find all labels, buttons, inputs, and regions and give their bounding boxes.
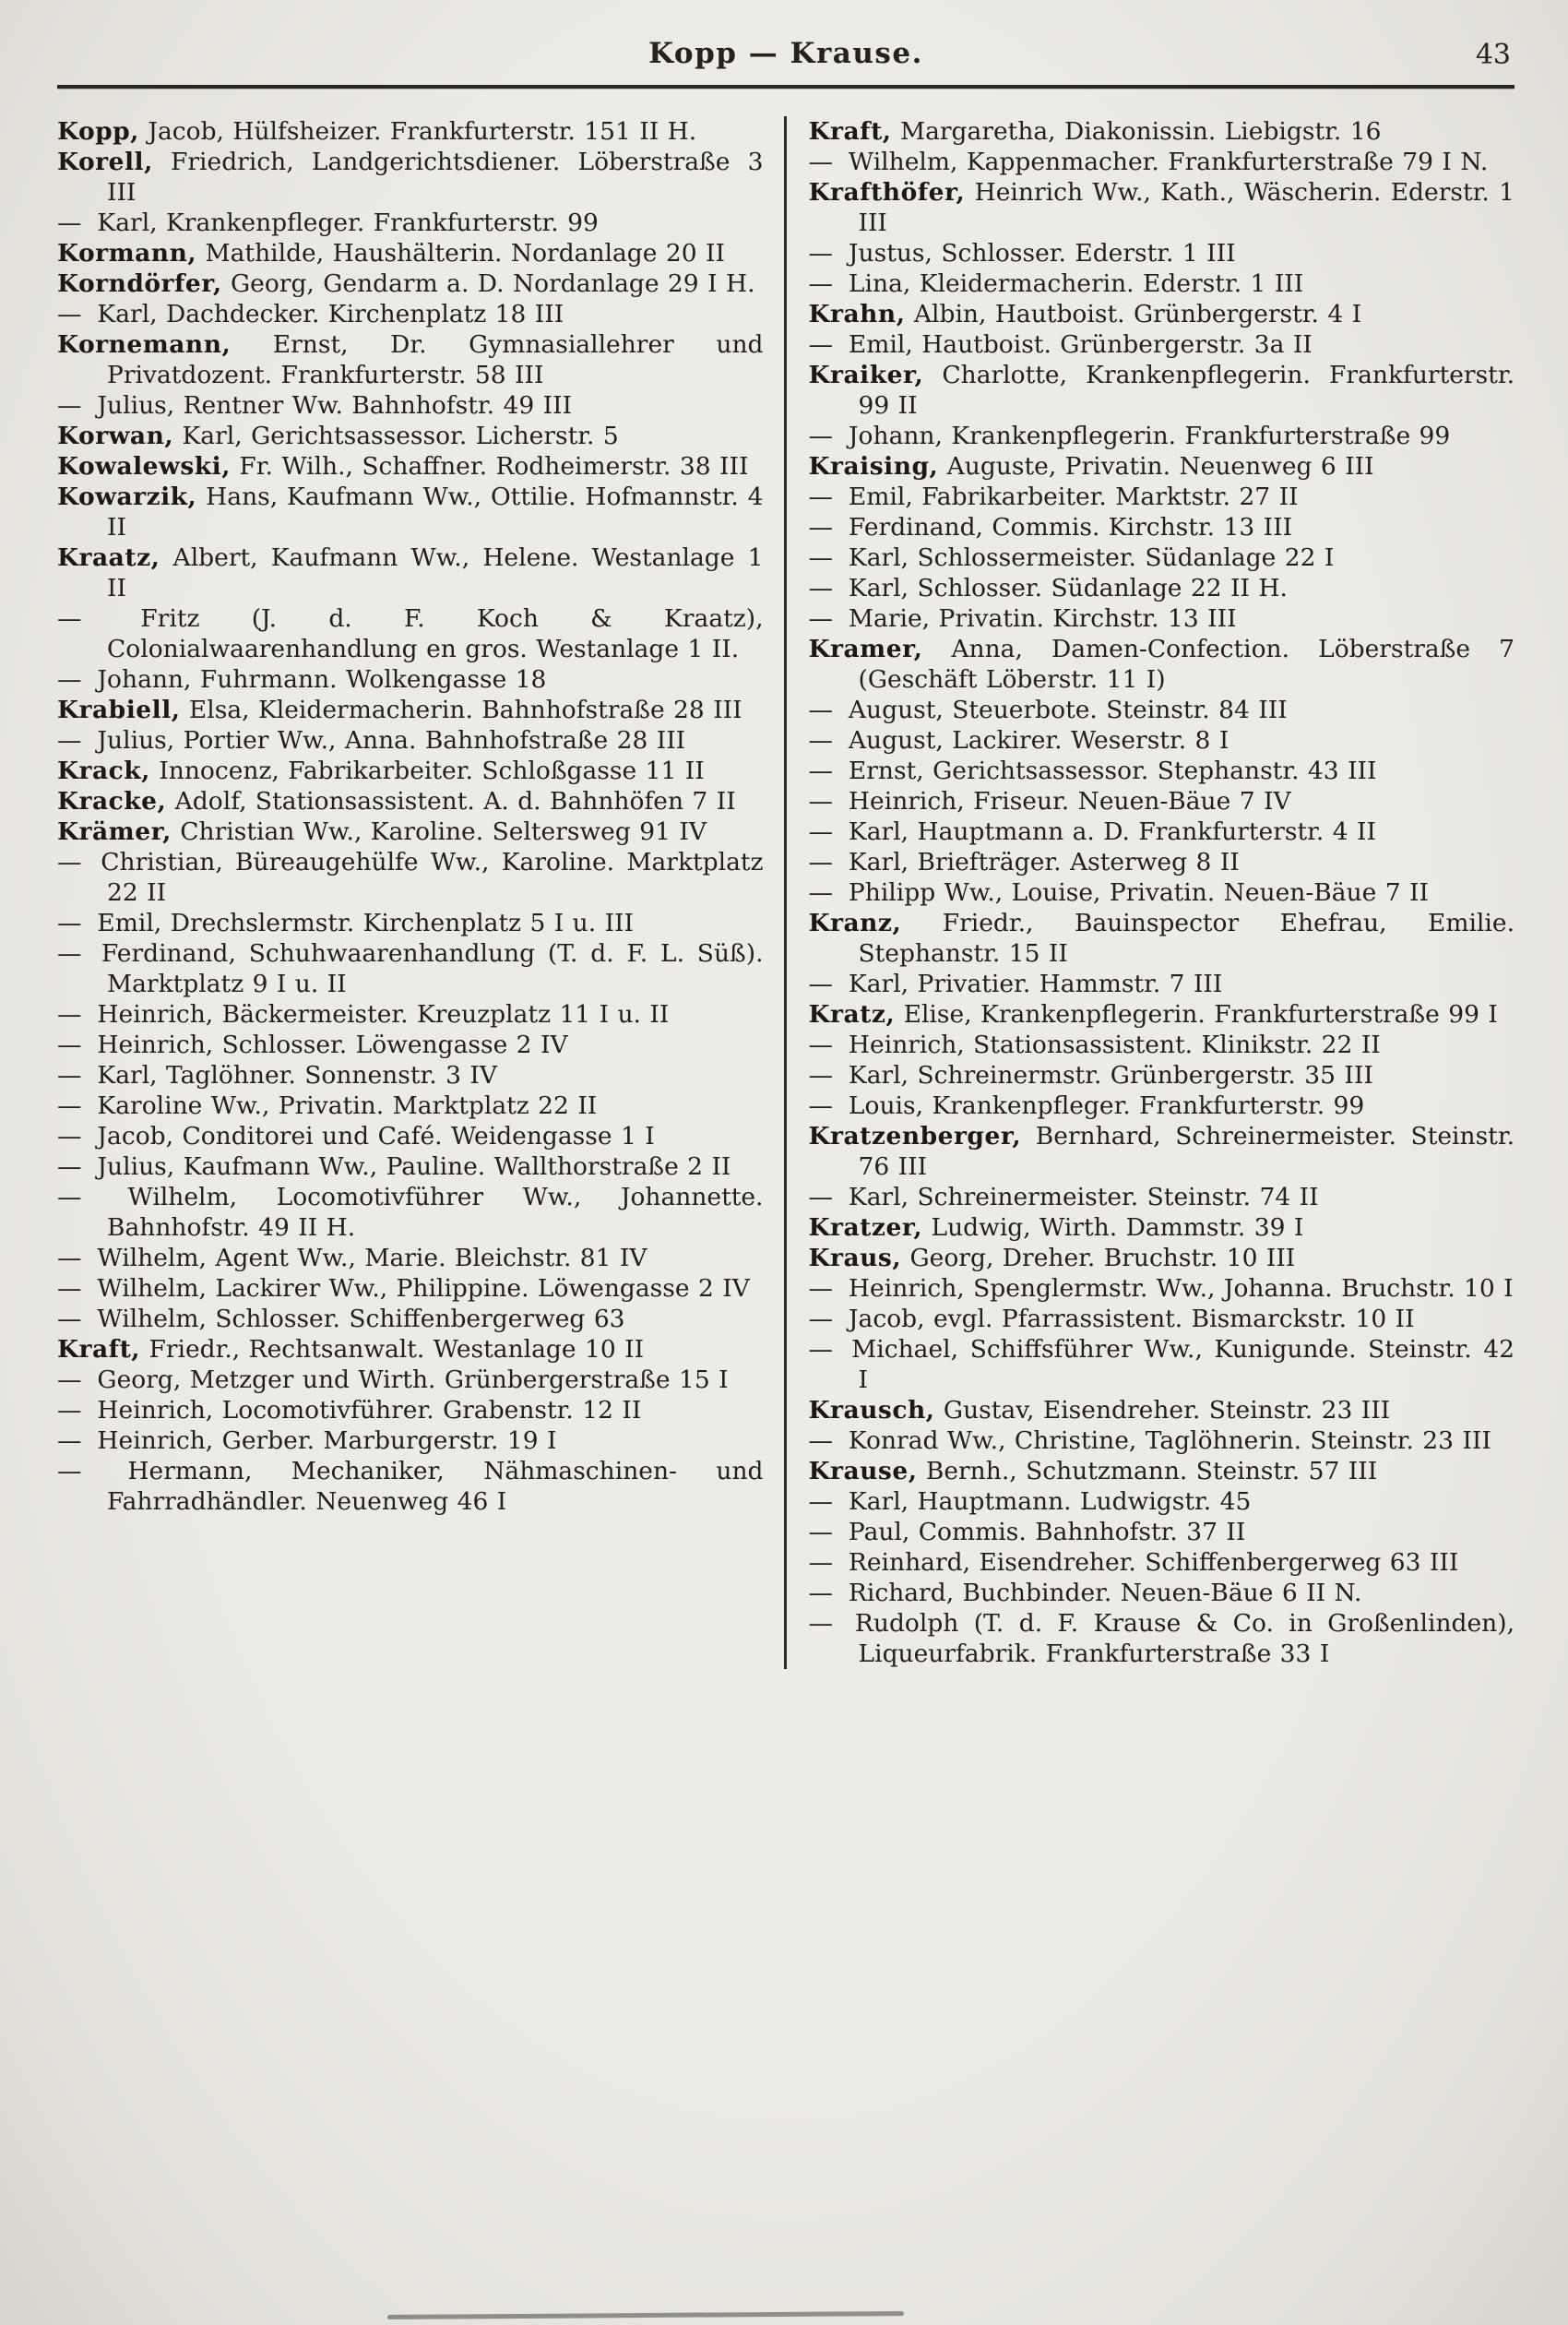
directory-entry: — Karl, Schreinermstr. Grünbergerstr. 35 III [808,1061,1373,1090]
directory-entry: Kraiker, Charlotte, Krankenpflegerin. Frankfurterstr. 99 II [808,361,1515,420]
entry-surname: Kowalewski, [57,452,231,481]
entry-surname: Krack, [57,757,150,785]
directory-entry: — Justus, Schlosser. Ederstr. 1 III [808,239,1236,268]
entry-dash: — [808,269,833,298]
directory-entry: Krausch, Gustav, Eisendreher. Steinstr. 23 III [808,1396,1391,1425]
directory-entry: — Heinrich, Schlosser. Löwengasse 2 IV [57,1031,568,1059]
directory-entry: — Julius, Portier Ww., Anna. Bahnhofstraße 28 III [57,726,686,755]
directory-entry: — Karl, Hauptmann. Ludwigstr. 45 [808,1487,1252,1516]
directory-entry: — Karl, Krankenpfleger. Frankfurterstr. 99 [57,209,599,237]
directory-entry: Kranz, Friedr., Bauinspector Ehefrau, Emilie. Stephanstr. 15 II [808,909,1515,968]
directory-entry: Kratzenberger, Bernhard, Schreinermeister. Steinstr. 76 III [808,1122,1515,1181]
entry-surname: Kramer, [808,635,923,663]
entry-surname: Kratzenberger, [808,1122,1022,1151]
directory-entry: Kornemann, Ernst, Dr. Gymnasiallehrer und Privatdozent. Frankfurterstr. 58 III [57,330,764,389]
entry-surname: Kornemann, [57,330,232,359]
entry-surname: Kopp, [57,117,139,146]
directory-entry: Kramer, Anna, Damen-Confection. Löberstraße 7 (Geschäft Löberstr. 11 I) [808,635,1515,694]
entry-surname: Krausch, [808,1396,935,1425]
directory-entry: — Emil, Fabrikarbeiter. Marktstr. 27 II [808,483,1299,511]
directory-entry: Krafthöfer, Heinrich Ww., Kath., Wäscherin. Ederstr. 1 III [808,178,1515,237]
directory-entry: Krause, Bernh., Schutzmann. Steinstr. 57 III [808,1457,1378,1485]
running-head: Kopp — Krause. [648,37,923,70]
directory-entry: — Karoline Ww., Privatin. Marktplatz 22 II [57,1091,598,1120]
directory-entry: — Rudolph (T. d. F. Krause & Co. in Großenlinden), Liqueurfabrik. Frankfurterstraße 33 I [808,1609,1515,1668]
entry-dash: — [57,1274,82,1303]
directory-entry: — Wilhelm, Locomotivführer Ww., Johannette. Bahnhofstr. 49 II H. [57,1183,764,1242]
directory-entry: Kraus, Georg, Dreher. Bruchstr. 10 III [808,1244,1296,1272]
entry-dash: — [57,1061,82,1090]
entry-dash: — [57,1396,82,1425]
directory-entry: — Heinrich, Locomotivführer. Grabenstr. 12 II [57,1396,642,1425]
directory-entry: — Karl, Briefträger. Asterweg 8 II [808,848,1240,876]
directory-entry: — Heinrich, Friseur. Neuen-Bäue 7 IV [808,787,1291,816]
directory-entry: Kraft, Margaretha, Diakonissin. Liebigstr. 16 [808,117,1382,146]
directory-entry: — Wilhelm, Schlosser. Schiffenbergerweg 63 [57,1305,625,1333]
directory-entry: — Heinrich, Gerber. Marburgerstr. 19 I [57,1426,557,1455]
entry-surname: Krahn, [808,300,906,328]
directory-entry: Korndörfer, Georg, Gendarm a. D. Nordanlage 29 I H. [57,269,755,298]
entry-dash: — [57,939,82,968]
entry-dash: — [57,1091,82,1120]
directory-entry: Krabiell, Elsa, Kleidermacherin. Bahnhofstraße 28 III [57,696,742,724]
entry-dash: — [808,1091,833,1120]
entry-dash: — [808,1061,833,1090]
directory-entry: — Emil, Hautboist. Grünbergerstr. 3a II [808,330,1313,359]
entry-surname: Kormann, [57,239,197,268]
entry-dash: — [808,1274,833,1303]
entry-dash: — [808,970,833,998]
directory-entry: — Heinrich, Stationsassistent. Klinikstr. 22 II [808,1031,1381,1059]
directory-entry: — Jacob, evgl. Pfarrassistent. Bismarckstr. 10 II [808,1305,1415,1333]
directory-entry: — Hermann, Mechaniker, Nähmaschinen- und Fahrradhändler. Neuenweg 46 I [57,1457,764,1516]
directory-entry: Kratzer, Ludwig, Wirth. Dammstr. 39 I [808,1213,1304,1242]
entry-surname: Kratz, [808,1000,896,1029]
entry-dash: — [57,848,82,876]
entry-dash: — [57,1000,82,1029]
entry-surname: Kraft, [808,117,892,146]
entry-dash: — [57,209,82,237]
entry-surname: Korndörfer, [57,269,222,298]
directory-entry: — Konrad Ww., Christine, Taglöhnerin. Steinstr. 23 III [808,1426,1491,1455]
directory-entry: — Louis, Krankenpfleger. Frankfurterstr. 99 [808,1091,1365,1120]
entry-dash: — [57,665,82,694]
entry-dash: — [808,878,833,907]
directory-entry: — Heinrich, Bäckermeister. Kreuzplatz 11 I u. II [57,1000,670,1029]
entry-dash: — [808,817,833,846]
directory-entry: — August, Steuerbote. Steinstr. 84 III [808,696,1288,724]
directory-entry: — Karl, Privatier. Hammstr. 7 III [808,970,1223,998]
entry-dash: — [808,513,833,542]
entry-dash: — [57,391,82,420]
directory-entry: — Karl, Schlosser. Südanlage 22 II H. [808,574,1288,602]
directory-entry: — Richard, Buchbinder. Neuen-Bäue 6 II N. [808,1579,1362,1607]
directory-entry: — Emil, Drechslermstr. Kirchenplatz 5 I u. III [57,909,634,937]
directory-entry: — Karl, Schreinermeister. Steinstr. 74 II [808,1183,1319,1211]
page-number: 43 [1475,39,1511,71]
entry-dash: — [808,148,833,176]
entry-dash: — [57,1122,82,1151]
entry-dash: — [57,1305,82,1333]
directory-entry: Korell, Friedrich, Landgerichtsdiener. Löberstraße 3 III [57,148,764,207]
right-column [787,116,1515,1669]
entry-dash: — [808,1183,833,1211]
entry-dash: — [808,1031,833,1059]
directory-entry: Kraatz, Albert, Kaufmann Ww., Helene. Westanlage 1 II [57,543,764,602]
directory-entry: — Wilhelm, Lackirer Ww., Philippine. Löwengasse 2 IV [57,1274,750,1303]
directory-entry: — Ferdinand, Schuhwaarenhandlung (T. d. F. L. Süß). Marktplatz 9 I u. II [57,939,764,998]
entry-surname: Kratzer, [808,1213,923,1242]
entry-dash: — [808,422,833,450]
directory-entry: Kracke, Adolf, Stationsassistent. A. d. Bahnhöfen 7 II [57,787,736,816]
directory-entry: — Ferdinand, Commis. Kirchstr. 13 III [808,513,1293,542]
entry-surname: Kraiker, [808,361,924,389]
entry-dash: — [57,1152,82,1181]
entry-dash: — [808,330,833,359]
directory-entry: Korwan, Karl, Gerichtsassessor. Licherstr. 5 [57,422,619,450]
directory-entry: — Heinrich, Spenglermstr. Ww., Johanna. Bruchstr. 10 I [808,1274,1514,1303]
directory-entry: — Wilhelm, Agent Ww., Marie. Bleichstr. 81 IV [57,1244,647,1272]
entry-dash: — [57,726,82,755]
entry-dash: — [808,1487,833,1516]
entry-dash: — [57,1426,82,1455]
directory-entry: — Julius, Rentner Ww. Bahnhofstr. 49 III [57,391,573,420]
entry-dash: — [808,726,833,755]
entry-dash: — [57,604,82,633]
directory-entry: — Marie, Privatin. Kirchstr. 13 III [808,604,1237,633]
directory-entry: — Georg, Metzger und Wirth. Grünbergerstraße 15 I [57,1365,729,1394]
directory-entry: — Karl, Hauptmann a. D. Frankfurterstr. 4 II [808,817,1376,846]
entry-dash: — [808,696,833,724]
directory-entry: — Karl, Taglöhner. Sonnenstr. 3 IV [57,1061,497,1090]
entry-dash: — [808,239,833,268]
entry-dash: — [808,1335,833,1364]
directory-entry: — Paul, Commis. Bahnhofstr. 37 II [808,1518,1246,1546]
entry-surname: Korwan, [57,422,174,450]
entry-dash: — [808,604,833,633]
directory-entry: — Christian, Büreaugehülfe Ww., Karoline. Marktplatz 22 II [57,848,764,907]
entry-dash: — [808,1548,833,1577]
entry-surname: Kraus, [808,1244,902,1272]
entry-dash: — [57,300,82,328]
directory-entry: — Fritz (J. d. F. Koch & Kraatz), Colonialwaarenhandlung en gros. Westanlage 1 II. [57,604,764,663]
directory-entry: Kraft, Friedr., Rechtsanwalt. Westanlage 10 II [57,1335,645,1364]
entry-dash: — [808,848,833,876]
entry-dash: — [808,483,833,511]
entry-surname: Kraising, [808,452,939,481]
entry-dash: — [808,543,833,572]
directory-entry: — Lina, Kleidermacherin. Ederstr. 1 III [808,269,1304,298]
directory-entry: — Wilhelm, Kappenmacher. Frankfurterstraße 79 I N. [808,148,1489,176]
directory-entry: — Reinhard, Eisendreher. Schiffenbergerweg 63 III [808,1548,1459,1577]
entry-dash: — [57,1457,82,1485]
directory-columns [57,116,1515,1669]
entry-dash: — [808,1609,833,1638]
entry-surname: Kraatz, [57,543,160,572]
entry-dash: — [57,1365,82,1394]
entry-dash: — [808,757,833,785]
left-column [57,116,784,1669]
directory-entry: — Ernst, Gerichtsassessor. Stephanstr. 43 III [808,757,1377,785]
directory-entry: — August, Lackirer. Weserstr. 8 I [808,726,1229,755]
entry-dash: — [808,1579,833,1607]
entry-surname: Krabiell, [57,696,181,724]
directory-entry: Kopp, Jacob, Hülfsheizer. Frankfurterstr. 151 II H. [57,117,697,146]
entry-dash: — [808,787,833,816]
entry-dash: — [57,1244,82,1272]
entry-surname: Krafthöfer, [808,178,966,207]
entry-surname: Krause, [808,1457,918,1485]
directory-entry: — Karl, Schlossermeister. Südanlage 22 I [808,543,1335,572]
directory-entry: — Karl, Dachdecker. Kirchenplatz 18 III [57,300,564,328]
directory-entry: — Johann, Fuhrmann. Wolkengasse 18 [57,665,547,694]
entry-surname: Kracke, [57,787,167,816]
directory-entry: Kraising, Auguste, Privatin. Neuenweg 6 III [808,452,1374,481]
directory-entry: Krack, Innocenz, Fabrikarbeiter. Schloßgasse 11 II [57,757,705,785]
entry-dash: — [808,1305,833,1333]
directory-entry: Kormann, Mathilde, Haushälterin. Nordanlage 20 II [57,239,725,268]
entry-surname: Korell, [57,148,153,176]
header-rule [57,85,1515,89]
entry-surname: Kranz, [808,909,902,937]
directory-entry: — Jacob, Conditorei und Café. Weidengasse 1 I [57,1122,655,1151]
directory-entry: — Michael, Schiffsführer Ww., Kunigunde. Steinstr. 42 I [808,1335,1515,1394]
entry-dash: — [808,574,833,602]
entry-dash: — [57,1031,82,1059]
directory-entry: Kowalewski, Fr. Wilh., Schaffner. Rodheimerstr. 38 III [57,452,749,481]
entry-dash: — [57,909,82,937]
entry-dash: — [57,1183,82,1211]
entry-surname: Krämer, [57,817,172,846]
entry-dash: — [808,1518,833,1546]
directory-entry: — Johann, Krankenpflegerin. Frankfurterstraße 99 [808,422,1451,450]
directory-entry: — Julius, Kaufmann Ww., Pauline. Wallthorstraße 2 II [57,1152,731,1181]
directory-entry: Krämer, Christian Ww., Karoline. Seltersweg 91 IV [57,817,707,846]
entry-surname: Kraft, [57,1335,141,1364]
entry-surname: Kowarzik, [57,483,197,511]
directory-entry: — Philipp Ww., Louise, Privatin. Neuen-Bäue 7 II [808,878,1429,907]
entry-dash: — [808,1426,833,1455]
page-header [57,37,1515,78]
directory-entry: Krahn, Albin, Hautboist. Grünbergerstr. 4 I [808,300,1362,328]
directory-entry: Kratz, Elise, Krankenpflegerin. Frankfurterstraße 99 I [808,1000,1498,1029]
directory-entry: Kowarzik, Hans, Kaufmann Ww., Ottilie. Hofmannstr. 4 II [57,483,764,542]
